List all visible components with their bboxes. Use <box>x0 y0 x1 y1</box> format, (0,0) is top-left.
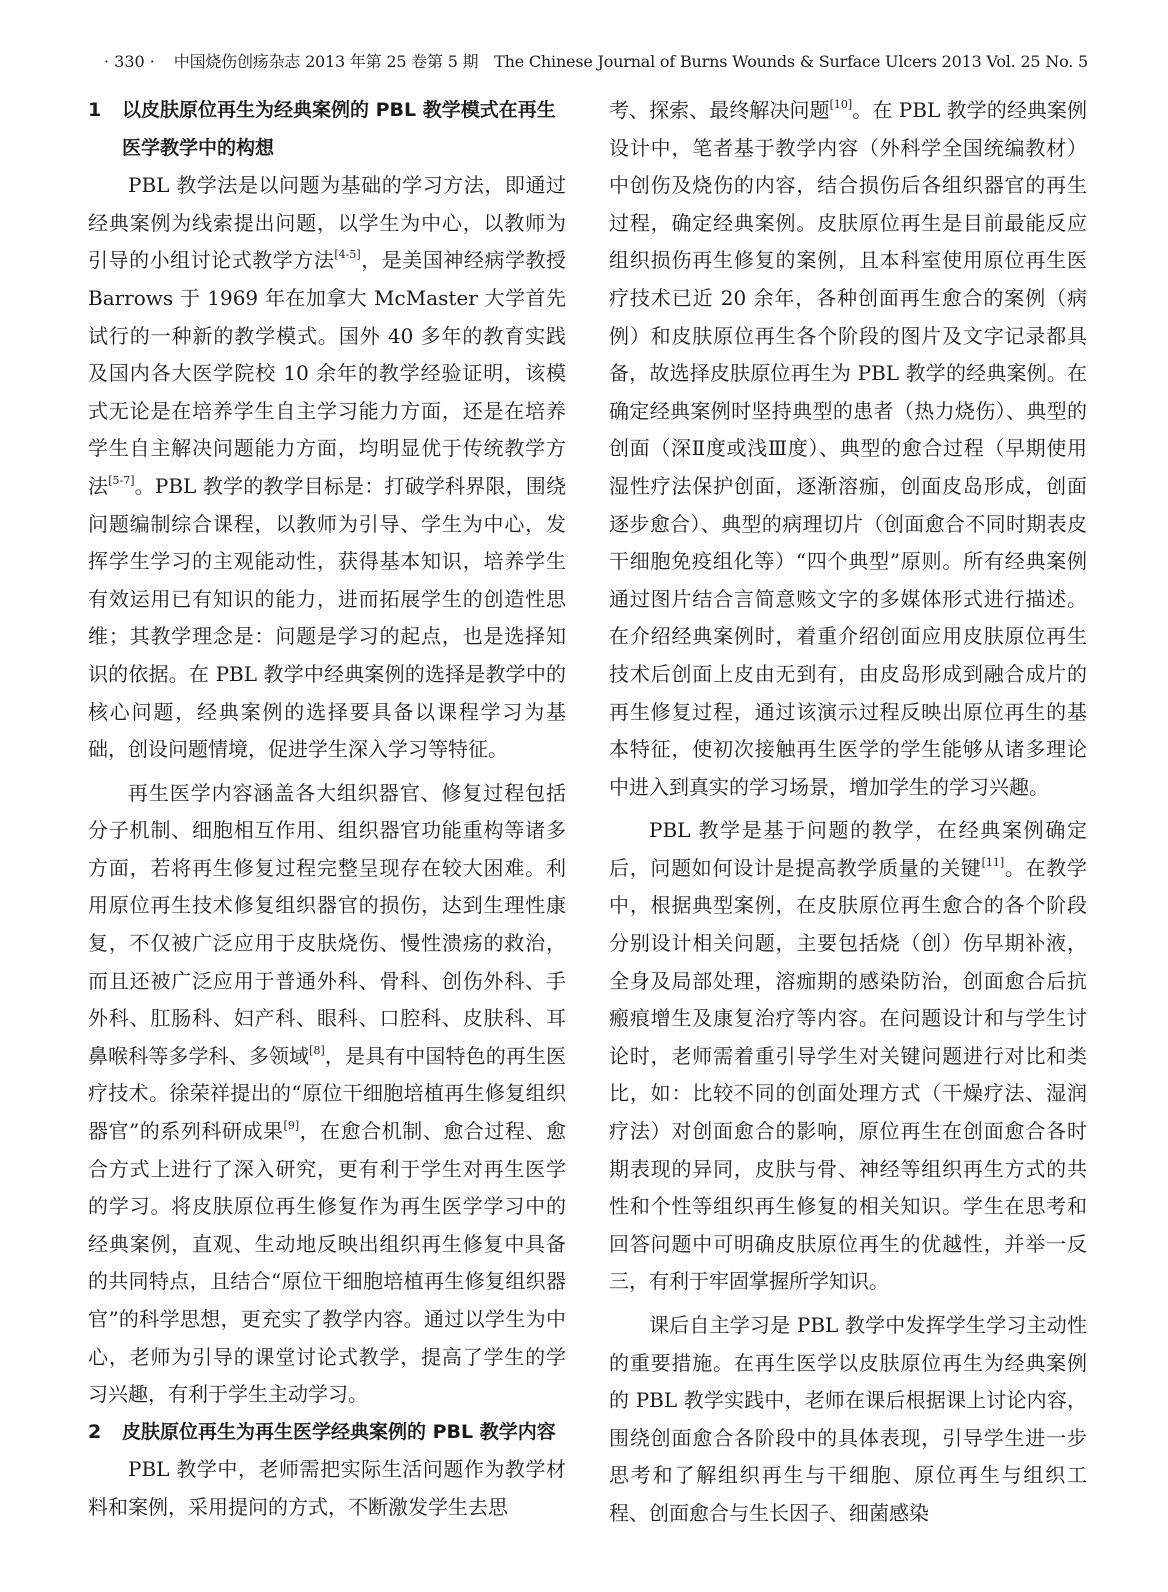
citation: [11] <box>981 855 1005 869</box>
right-column <box>609 92 1087 1533</box>
citation: [5-7] <box>108 473 135 487</box>
text-run: ，是具有中国特色的再生医疗技术。徐荣祥提出的“原位干细胞培植再生修复组织器官”的系列科研成果 <box>88 1043 567 1144</box>
section-title: 以皮肤原位再生为经典案例的 PBL 教学模式在再生医学教学中的构想 <box>122 99 556 159</box>
left-column <box>88 92 566 1527</box>
text-run: 考、探索、最终解决问题 <box>609 98 830 122</box>
text-run: 。PBL 教学的教学目标是：打破学科界限，围绕问题编制综合课程，以教师为引导、学生为中心，发挥学生学习的主观能动性，获得基本知识，培养学生有效运用已有知识的能力，进而拓展学生的创造性思维；其教学理念是：问题是学习的起点，也是选择知识的依据。在 PBL 教学中经典案例的选择是教学中的核心问题，经典案例的选择要具备以课程学习为基础，创设问题情境，促进学生深入学习等特征。 <box>88 473 566 762</box>
paragraph: 课后自主学习是 PBL 教学中发挥学生学习主动性的重要措施。在再生医学以皮肤原位再生为经典案例的 PBL 教学实践中，老师在课后根据课上讨论内容，围绕创面愈合各阶段中的具体表现，引导学生进一步思考和了解组织再生与干细胞、原位再生与组织工程、创面愈合与生长因子、细菌感染 <box>609 1313 1087 1525</box>
section-1-heading <box>88 92 566 167</box>
paragraph <box>88 167 566 769</box>
paragraph <box>88 775 566 1414</box>
text-run: 。在 PBL 教学的经典案例设计中，笔者基于教学内容（外科学全国统编教材）中创伤及烧伤的内容，结合损伤后各组织器官的再生过程，确定经典案例。皮肤原位再生是目前最能反应组织损伤再生修复的案例，且本科室使用原位再生医疗技术已近 20 余年，各种创面再生愈合的案例（病例）和皮肤原位再生各个阶段的图片及文字记录都具备，故选择皮肤原位再生为 PBL 教学的经典案例。在确定经典案例时坚持典型的患者（热力烧伤）、典型的创面（深Ⅱ度或浅Ⅲ度）、典型的愈合过程（早期使用湿性疗法保护创面，逐渐溶痂，创面皮岛形成，创面逐步愈合）、典型的病理切片（创面愈合不同时期表皮干细胞免疫组化等）“四个典型”原则。所有经典案例通过图片结合言简意赅文字的多媒体形式进行描述。在介绍经典案例时，着重介绍创面应用皮肤原位再生技术后创面上皮由无到有，由皮岛形成到融合成片的再生修复过程，通过该演示过程反映出原位再生的基本特征，使初次接触再生医学的学生能够从诸多理论中进入到真实的学习场景，增加学生的学习兴趣。 <box>609 98 1087 799</box>
citation: [4-5] <box>334 248 361 262</box>
section-2-heading <box>88 1414 566 1452</box>
text-run: 。在教学中，根据典型案例，在皮肤原位再生愈合的各个阶段分别设计相关问题，主要包括烧（创）伤早期补液，全身及局部处理，溶痂期的感染防治，创面愈合后抗瘢痕增生及康复治疗等内容。在问题设计和与学生讨论时，老师需着重引导学生对关键问题进行对比和类比，如：比较不同的创面处理方式（干燥疗法、湿润疗法）对创面愈合的影响，原位再生在创面愈合各时期表现的异同，皮肤与骨、神经等组织再生方式的共性和个性等组织再生修复的相关知识。学生在思考和回答问题中可明确皮肤原位再生的优越性，并举一反三，有利于牢固掌握所学知识。 <box>609 855 1088 1294</box>
text-run: PBL 教学是基于问题的教学，在经典案例确定后，问题如何设计是提高教学质量的关键 <box>609 818 1087 880</box>
section-number: 2 <box>88 1420 102 1443</box>
paragraph <box>609 92 1087 806</box>
paragraph <box>609 812 1087 1301</box>
page-header <box>104 44 1088 80</box>
text-run: ，是美国神经病学教授 Barrows 于 1969 年在加拿大 McMaster 大学首先试行的一种新的教学模式。国外 40 多年的教育实践及国内各大医学院校 10 余年的教学经验证明，该模式无论是在培养学生自主学习能力方面，还是在培养学生自主解决问题能力方面，均明显优于传统教学方法 <box>88 248 567 498</box>
section-number: 1 <box>88 99 102 121</box>
section-title: 皮肤原位再生为再生医学经典案例的 PBL 教学内容 <box>122 1420 556 1443</box>
paragraph: PBL 教学中，老师需把实际生活问题作为教学材料和案例，采用提问的方式，不断激发学生去思 <box>88 1457 566 1519</box>
page-number: · 330 · <box>104 52 155 71</box>
running-title: 中国烧伤创疡杂志 2013 年第 25 卷第 5 期 The Chinese Journal of Burns Wounds & Surface Ulcers 2013 Vol. 25 No. 5 <box>173 52 1088 71</box>
text-run: 再生医学内容涵盖各大组织器官、修复过程包括分子机制、细胞相互作用、组织器官功能重构等诸多方面，若将再生修复过程完整呈现存在较大困难。利用原位再生技术修复组织器官的损伤，达到生理性康复，不仅被广泛应用于皮肤烧伤、慢性溃疡的救治，而且还被广泛应用于普通外科、骨科、创伤外科、手外科、肛肠科、妇产科、眼科、口腔科、皮肤科、耳鼻喉科等多学科、多领域 <box>88 780 566 1068</box>
citation: [10] <box>829 98 853 111</box>
citation: [9] <box>283 1119 300 1133</box>
citation: [8] <box>309 1043 325 1057</box>
text-run: PBL 教学法是以问题为基础的学习方法，即通过经典案例为线索提出问题，以学生为中心，以教师为引导的小组讨论式教学方法 <box>88 173 566 273</box>
text-run: ，在愈合机制、愈合过程、愈合方式上进行了深入研究，更有利于学生对再生医学的学习。将皮肤原位再生修复作为再生医学学习中的经典案例，直观、生动地反映出组织再生修复中具备的共同特点，且结合“原位干细胞培植再生修复组织器官”的科学思想，更充实了教学内容。通过以学生为中心，老师为引导的课堂讨论式教学，提高了学生的学习兴趣，有利于学生主动学习。 <box>88 1119 567 1407</box>
